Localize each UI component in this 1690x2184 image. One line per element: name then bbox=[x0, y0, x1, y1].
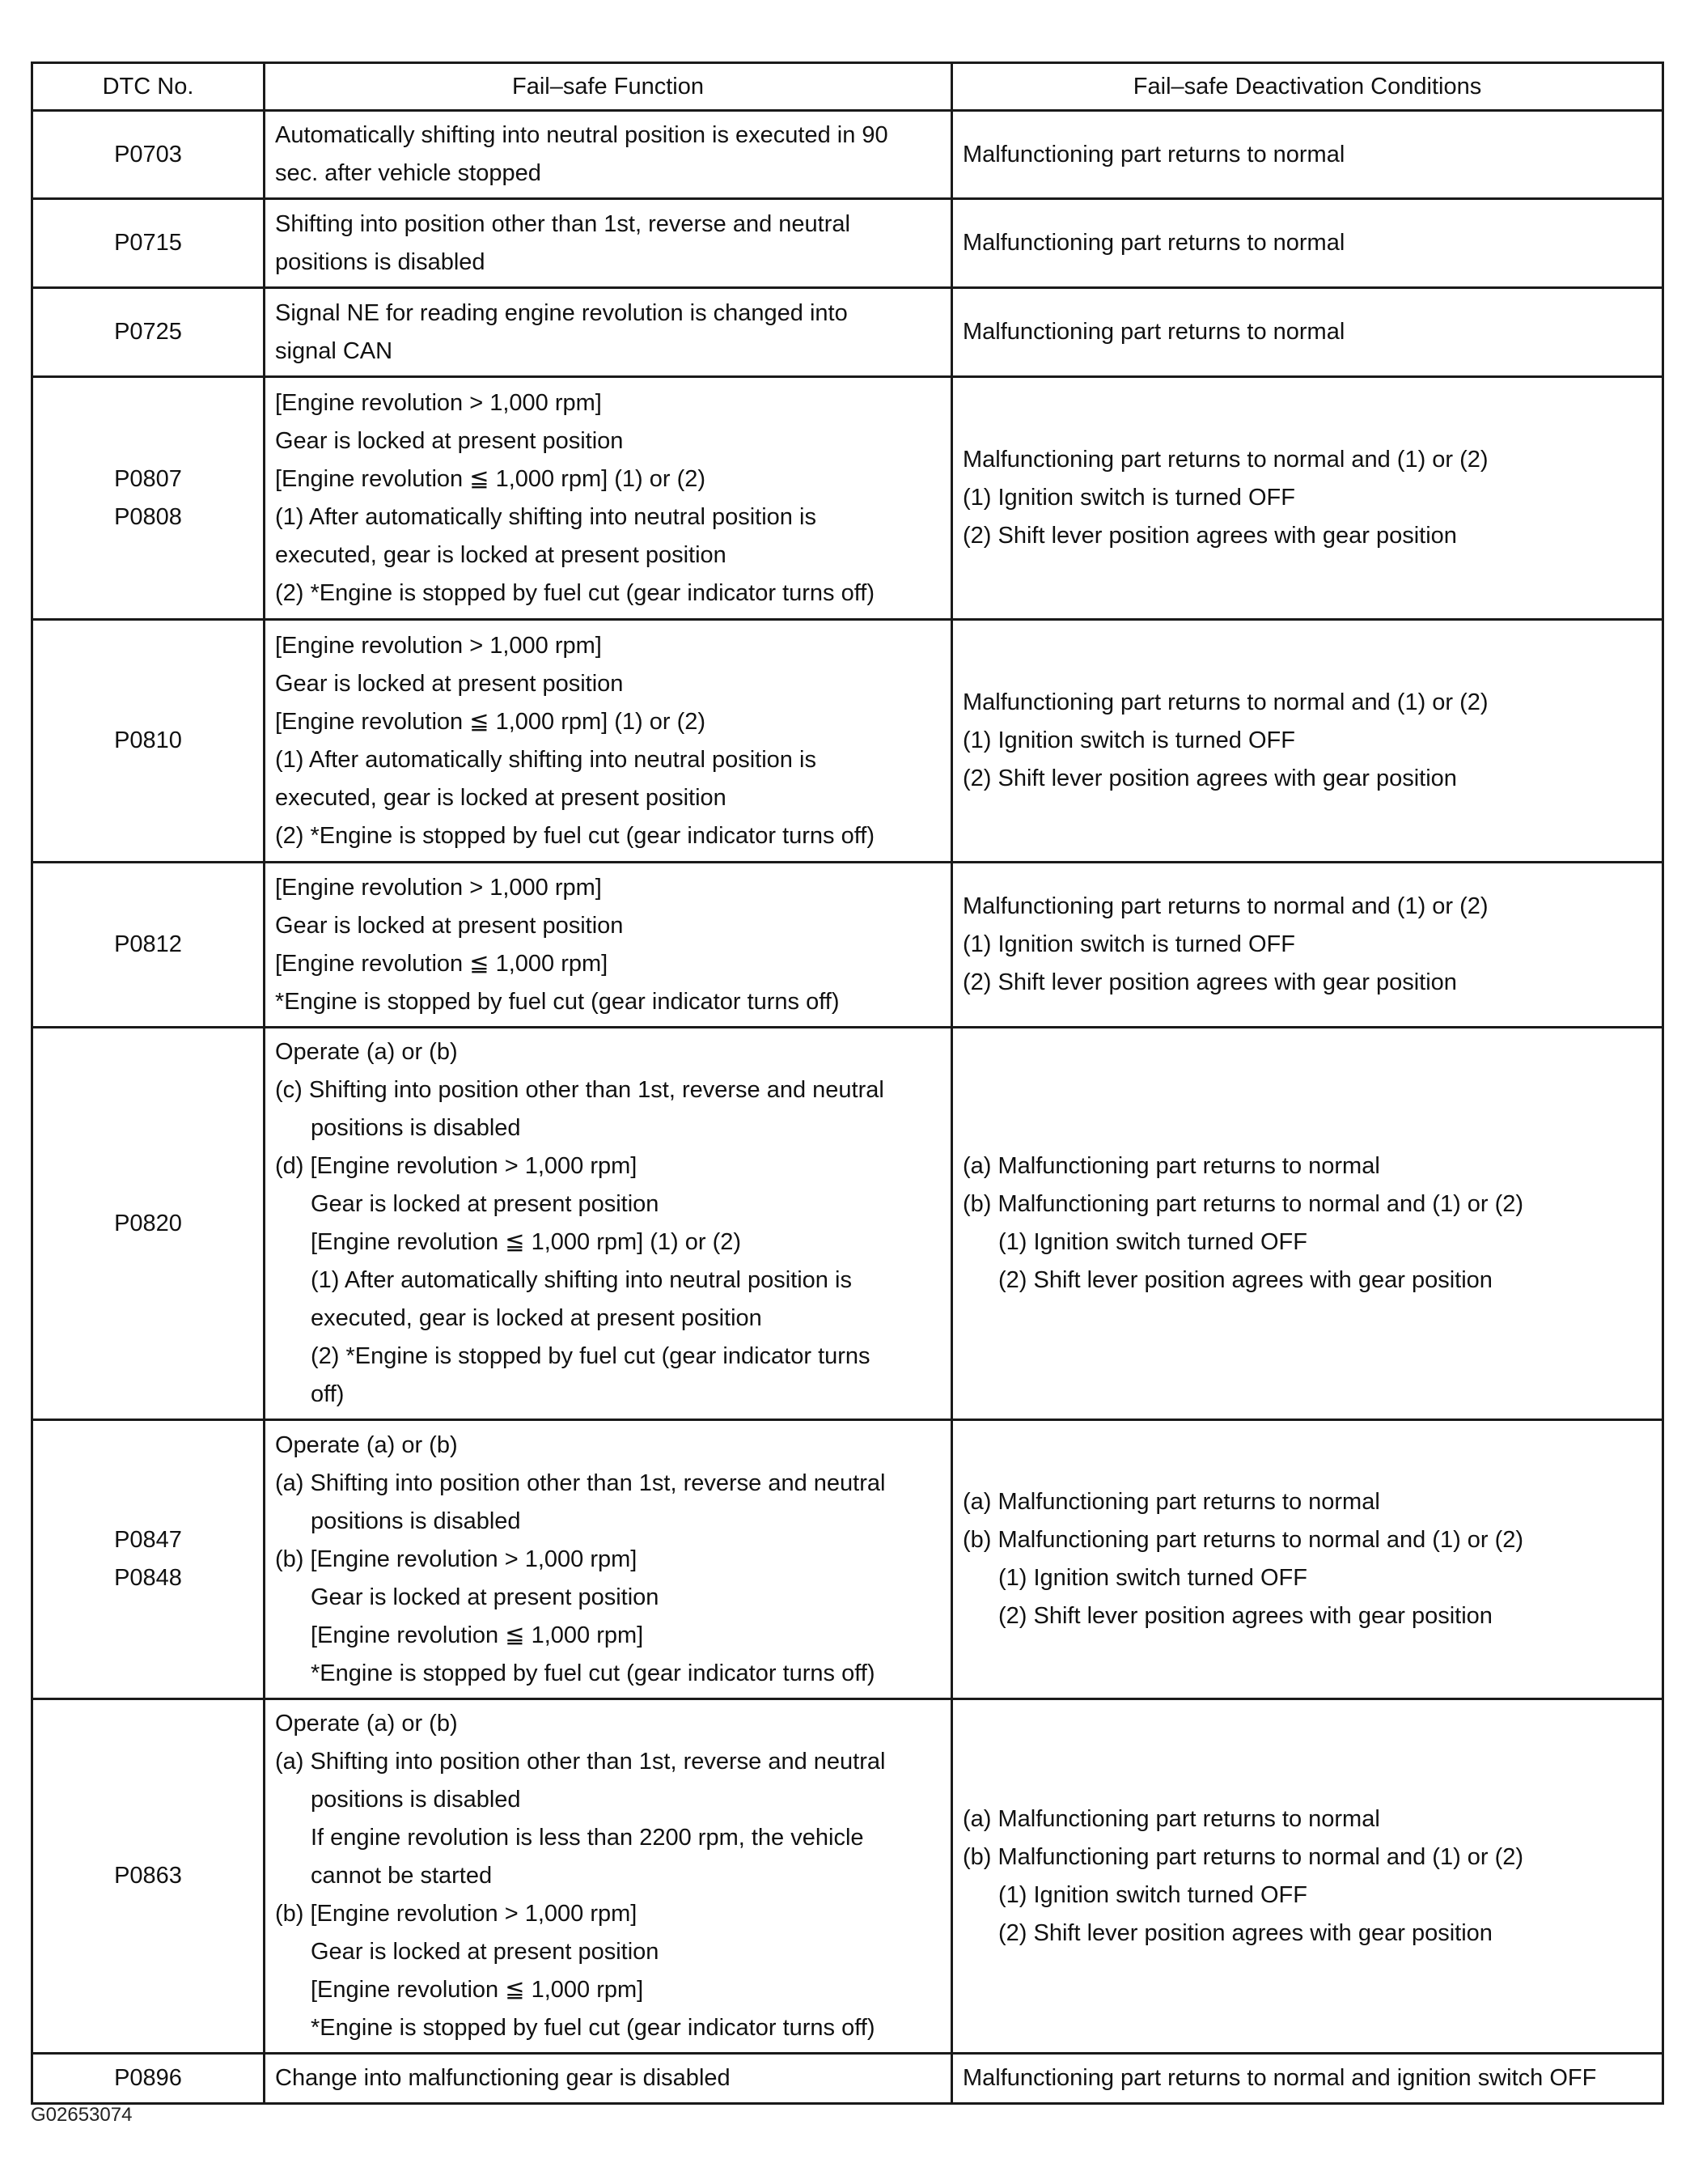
deactivation-cell bbox=[952, 288, 1663, 377]
function-line: *Engine is stopped by fuel cut (gear indicator turns off) bbox=[311, 1660, 875, 1686]
function-line: [Engine revolution ≦ 1,000 rpm] (1) or (2) bbox=[275, 708, 706, 735]
deactivation-line: Malfunctioning part returns to normal and (1) or (2) bbox=[963, 689, 1489, 715]
deactivation-line: Malfunctioning part returns to normal bbox=[963, 230, 1345, 256]
function-line: Gear is locked at present position bbox=[311, 1191, 659, 1217]
function-cell bbox=[265, 377, 952, 620]
function-line: (1) After automatically shifting into neutral position is bbox=[275, 746, 816, 773]
deactivation-line: (1) Ignition switch turned OFF bbox=[998, 1881, 1307, 1908]
function-line: Automatically shifting into neutral position is executed in 90 bbox=[275, 122, 888, 148]
dtc-code: P0808 bbox=[114, 503, 182, 530]
table-row bbox=[32, 1028, 1663, 1420]
function-line: [Engine revolution > 1,000 rpm] bbox=[275, 389, 602, 416]
function-line: Operate (a) or (b) bbox=[275, 1431, 458, 1458]
function-line: [Engine revolution > 1,000 rpm] bbox=[275, 632, 602, 659]
deactivation-line: (b) Malfunctioning part returns to normal and (1) or (2) bbox=[963, 1843, 1524, 1870]
function-line: (b) [Engine revolution > 1,000 rpm] bbox=[275, 1546, 637, 1572]
function-cell bbox=[265, 2054, 952, 2104]
function-line: (b) [Engine revolution > 1,000 rpm] bbox=[275, 1901, 637, 1927]
function-line: (2) *Engine is stopped by fuel cut (gear indicator turns bbox=[311, 1343, 870, 1369]
deactivation-line: Malfunctioning part returns to normal and (1) or (2) bbox=[963, 447, 1489, 473]
function-line: (1) After automatically shifting into neutral position is bbox=[311, 1267, 852, 1293]
dtc-cell bbox=[32, 288, 265, 377]
deactivation-line: (b) Malfunctioning part returns to normal and (1) or (2) bbox=[963, 1191, 1524, 1217]
deactivation-line: (1) Ignition switch is turned OFF bbox=[963, 485, 1295, 511]
function-line: executed, gear is locked at present position bbox=[275, 784, 726, 811]
deactivation-line: Malfunctioning part returns to normal and ignition switch OFF bbox=[963, 2065, 1597, 2091]
function-line: Gear is locked at present position bbox=[275, 427, 624, 454]
function-line: (2) *Engine is stopped by fuel cut (gear indicator turns off) bbox=[275, 579, 875, 606]
deactivation-line: (1) Ignition switch turned OFF bbox=[998, 1229, 1307, 1255]
dtc-code: P0807 bbox=[114, 465, 182, 492]
function-line: *Engine is stopped by fuel cut (gear indicator turns off) bbox=[311, 2015, 875, 2041]
dtc-cell bbox=[32, 1028, 265, 1420]
function-line: (2) *Engine is stopped by fuel cut (gear indicator turns off) bbox=[275, 822, 875, 849]
dtc-code: P0863 bbox=[114, 1863, 182, 1889]
deactivation-line: (2) Shift lever position agrees with gear position bbox=[963, 969, 1457, 995]
deactivation-cell bbox=[952, 377, 1663, 620]
table-row bbox=[32, 111, 1663, 199]
dtc-cell bbox=[32, 863, 265, 1028]
dtc-cell bbox=[32, 1420, 265, 1699]
function-line: positions is disabled bbox=[311, 1787, 521, 1813]
function-line: [Engine revolution ≦ 1,000 rpm] (1) or (2) bbox=[311, 1229, 742, 1255]
function-line: Gear is locked at present position bbox=[275, 912, 624, 939]
dtc-code: P0812 bbox=[114, 931, 182, 957]
dtc-code: P0810 bbox=[114, 727, 182, 753]
dtc-code: P0896 bbox=[114, 2065, 182, 2091]
header-row bbox=[32, 63, 1663, 111]
deactivation-line: (2) Shift lever position agrees with gear position bbox=[998, 1603, 1493, 1629]
function-cell bbox=[265, 1420, 952, 1699]
dtc-cell bbox=[32, 1699, 265, 2054]
function-line: executed, gear is locked at present position bbox=[275, 541, 726, 568]
function-line: Shifting into position other than 1st, reverse and neutral bbox=[275, 210, 850, 237]
deactivation-line: (2) Shift lever position agrees with gear position bbox=[963, 765, 1457, 791]
deactivation-cell bbox=[952, 1420, 1663, 1699]
deactivation-cell bbox=[952, 863, 1663, 1028]
function-line: Change into malfunctioning gear is disabled bbox=[275, 2065, 731, 2091]
function-line: Operate (a) or (b) bbox=[275, 1711, 458, 1737]
table-row bbox=[32, 288, 1663, 377]
function-line: positions is disabled bbox=[311, 1115, 521, 1141]
dtc-code: P0848 bbox=[114, 1565, 182, 1591]
deactivation-cell bbox=[952, 111, 1663, 199]
dtc-cell bbox=[32, 199, 265, 288]
function-cell bbox=[265, 1028, 952, 1420]
deactivation-line: (a) Malfunctioning part returns to normal bbox=[963, 1805, 1380, 1832]
deactivation-line: (1) Ignition switch is turned OFF bbox=[963, 931, 1295, 957]
table-row bbox=[32, 1420, 1663, 1699]
table-row bbox=[32, 863, 1663, 1028]
function-line: (d) [Engine revolution > 1,000 rpm] bbox=[275, 1153, 637, 1179]
deactivation-line: (1) Ignition switch turned OFF bbox=[998, 1565, 1307, 1591]
function-line: executed, gear is locked at present position bbox=[311, 1305, 762, 1331]
table-row bbox=[32, 1699, 1663, 2054]
function-line: Gear is locked at present position bbox=[311, 1939, 659, 1965]
function-cell bbox=[265, 199, 952, 288]
function-line: [Engine revolution ≦ 1,000 rpm] (1) or (2) bbox=[275, 465, 706, 492]
deactivation-cell bbox=[952, 1028, 1663, 1420]
header-dtc-no: DTC No. bbox=[32, 63, 265, 111]
deactivation-cell bbox=[952, 1699, 1663, 2054]
function-cell bbox=[265, 1699, 952, 2054]
dtc-code: P0725 bbox=[114, 319, 182, 345]
function-line: *Engine is stopped by fuel cut (gear indicator turns off) bbox=[275, 988, 840, 1015]
function-line: positions is disabled bbox=[275, 248, 485, 275]
deactivation-line: (2) Shift lever position agrees with gear position bbox=[963, 523, 1457, 549]
deactivation-line: Malfunctioning part returns to normal and (1) or (2) bbox=[963, 893, 1489, 919]
table-row bbox=[32, 377, 1663, 620]
function-line: [Engine revolution ≦ 1,000 rpm] bbox=[311, 1622, 644, 1648]
function-line: off) bbox=[311, 1381, 345, 1407]
table-row bbox=[32, 2054, 1663, 2104]
function-cell bbox=[265, 620, 952, 863]
deactivation-line: Malfunctioning part returns to normal bbox=[963, 141, 1345, 168]
function-line: If engine revolution is less than 2200 rpm, the vehicle bbox=[311, 1825, 864, 1851]
function-line: [Engine revolution > 1,000 rpm] bbox=[275, 874, 602, 901]
dtc-code: P0703 bbox=[114, 141, 182, 168]
deactivation-cell bbox=[952, 2054, 1663, 2104]
figure-code: G02653074 bbox=[31, 2104, 133, 2126]
function-cell bbox=[265, 288, 952, 377]
deactivation-line: (2) Shift lever position agrees with gear position bbox=[998, 1919, 1493, 1946]
header-deactivation-conditions: Fail–safe Deactivation Conditions bbox=[952, 63, 1663, 111]
function-line: (c) Shifting into position other than 1st, reverse and neutral bbox=[275, 1077, 884, 1103]
function-line: Gear is locked at present position bbox=[275, 670, 624, 697]
dtc-cell bbox=[32, 2054, 265, 2104]
header-fail-safe-function: Fail–safe Function bbox=[265, 63, 952, 111]
function-line: signal CAN bbox=[275, 337, 393, 364]
function-line: [Engine revolution ≦ 1,000 rpm] bbox=[275, 950, 608, 977]
function-line: cannot be started bbox=[311, 1863, 493, 1889]
function-cell bbox=[265, 111, 952, 199]
function-line: Signal NE for reading engine revolution is changed into bbox=[275, 299, 848, 326]
dtc-cell bbox=[32, 620, 265, 863]
deactivation-line: (a) Malfunctioning part returns to normal bbox=[963, 1153, 1380, 1179]
table-row bbox=[32, 620, 1663, 863]
function-line: Operate (a) or (b) bbox=[275, 1039, 458, 1065]
function-line: Gear is locked at present position bbox=[311, 1584, 659, 1610]
table-row bbox=[32, 199, 1663, 288]
function-line: positions is disabled bbox=[311, 1508, 521, 1534]
table-body bbox=[32, 111, 1663, 2104]
deactivation-cell bbox=[952, 199, 1663, 288]
deactivation-line: (1) Ignition switch is turned OFF bbox=[963, 727, 1295, 753]
function-line: [Engine revolution ≦ 1,000 rpm] bbox=[311, 1977, 644, 2003]
deactivation-line: (b) Malfunctioning part returns to normal and (1) or (2) bbox=[963, 1527, 1524, 1553]
function-line: sec. after vehicle stopped bbox=[275, 160, 541, 186]
deactivation-cell bbox=[952, 620, 1663, 863]
dtc-code: P0847 bbox=[114, 1527, 182, 1553]
function-line: (a) Shifting into position other than 1st, reverse and neutral bbox=[275, 1749, 886, 1775]
deactivation-line: Malfunctioning part returns to normal bbox=[963, 319, 1345, 345]
dtc-cell bbox=[32, 111, 265, 199]
dtc-cell bbox=[32, 377, 265, 620]
function-cell bbox=[265, 863, 952, 1028]
deactivation-line: (2) Shift lever position agrees with gear position bbox=[998, 1267, 1493, 1293]
function-line: (1) After automatically shifting into neutral position is bbox=[275, 503, 816, 530]
fail-safe-table bbox=[31, 61, 1664, 2105]
dtc-code: P0715 bbox=[114, 230, 182, 256]
function-line: (a) Shifting into position other than 1st, reverse and neutral bbox=[275, 1469, 886, 1496]
deactivation-line: (a) Malfunctioning part returns to normal bbox=[963, 1489, 1380, 1515]
dtc-code: P0820 bbox=[114, 1210, 182, 1236]
